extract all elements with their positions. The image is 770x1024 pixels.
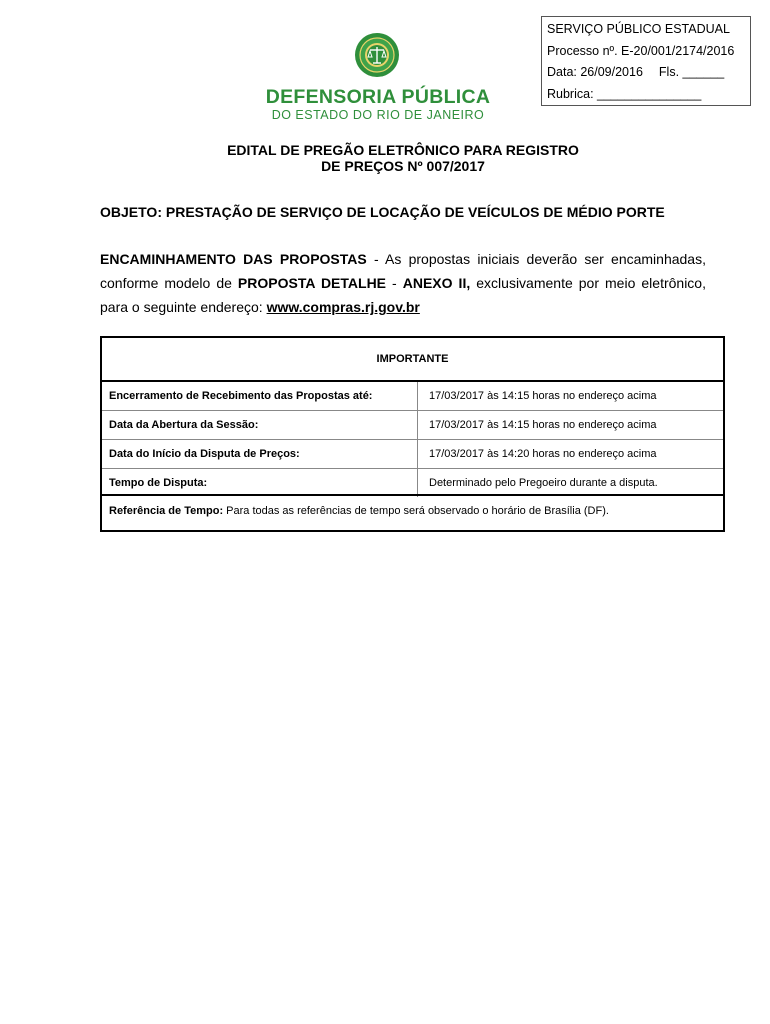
stamp-box xyxy=(541,16,751,106)
row-label: Encerramento de Recebimento das Propostas até: xyxy=(102,382,418,410)
logo-subtitle: DO ESTADO DO RIO DE JANEIRO xyxy=(271,108,485,122)
table-row xyxy=(102,382,723,411)
logo-title: DEFENSORIA PÚBLICA xyxy=(265,86,491,108)
table-row xyxy=(102,411,723,440)
table-row xyxy=(102,440,723,469)
importante-rows xyxy=(102,382,723,497)
stamp-rubrica: Rubrica: _______________ xyxy=(547,86,702,101)
stamp-data: Data: 26/09/2016 xyxy=(547,65,643,79)
encaminhamento-text2: - xyxy=(386,275,403,291)
row-value: 17/03/2017 às 14:20 horas no endereço acima xyxy=(429,448,657,460)
stamp-fls: Fls. ______ xyxy=(658,65,725,79)
objeto-heading: OBJETO: PRESTAÇÃO DE SERVIÇO DE LOCAÇÃO DE VEÍCULOS DE MÉDIO PORTE xyxy=(100,204,665,220)
edital-title xyxy=(100,142,706,174)
stamp-service: SERVIÇO PÚBLICO ESTADUAL xyxy=(547,22,730,36)
referencia-label: Referência de Tempo: xyxy=(109,505,224,517)
importante-table xyxy=(100,336,725,532)
stamp-processo: Processo nº. E-20/001/2174/2016 xyxy=(547,43,735,58)
encaminhamento-text1: - As propostas iniciais deverão ser encaminhadas, conforme modelo de xyxy=(100,251,706,291)
importante-header: IMPORTANTE xyxy=(102,338,723,382)
row-label: Data do Início da Disputa de Preços: xyxy=(102,440,418,468)
row-value: 17/03/2017 às 14:15 horas no endereço acima xyxy=(429,419,657,431)
referencia-text: Para todas as referências de tempo será observado o horário de Brasília (DF). xyxy=(223,505,609,517)
row-value: Determinado pelo Pregoeiro durante a disputa. xyxy=(429,477,658,489)
compras-link[interactable]: www.compras.rj.gov.br xyxy=(266,299,420,315)
encaminhamento-paragraph xyxy=(100,247,706,319)
logo xyxy=(262,30,494,122)
encaminhamento-text3: exclusivamente por meio eletrônico, para o seguinte endereço: xyxy=(100,275,706,315)
row-value: 17/03/2017 às 14:15 horas no endereço acima xyxy=(429,390,657,402)
table-row xyxy=(102,469,723,497)
referencia-tempo xyxy=(102,494,723,530)
edital-title-line2: DE PREÇOS Nº 007/2017 xyxy=(321,158,485,174)
proposta-detalhe: PROPOSTA DETALHE xyxy=(237,275,387,291)
row-label: Data da Abertura da Sessão: xyxy=(102,411,418,439)
scales-emblem-icon xyxy=(354,32,400,78)
edital-title-line1: EDITAL DE PREGÃO ELETRÔNICO PARA REGISTRO xyxy=(227,142,579,158)
row-label: Tempo de Disputa: xyxy=(102,469,418,497)
stamp-date-line xyxy=(547,62,745,84)
encaminhamento-label: ENCAMINHAMENTO DAS PROPOSTAS xyxy=(100,251,367,267)
anexo-ii: ANEXO II, xyxy=(402,275,471,291)
